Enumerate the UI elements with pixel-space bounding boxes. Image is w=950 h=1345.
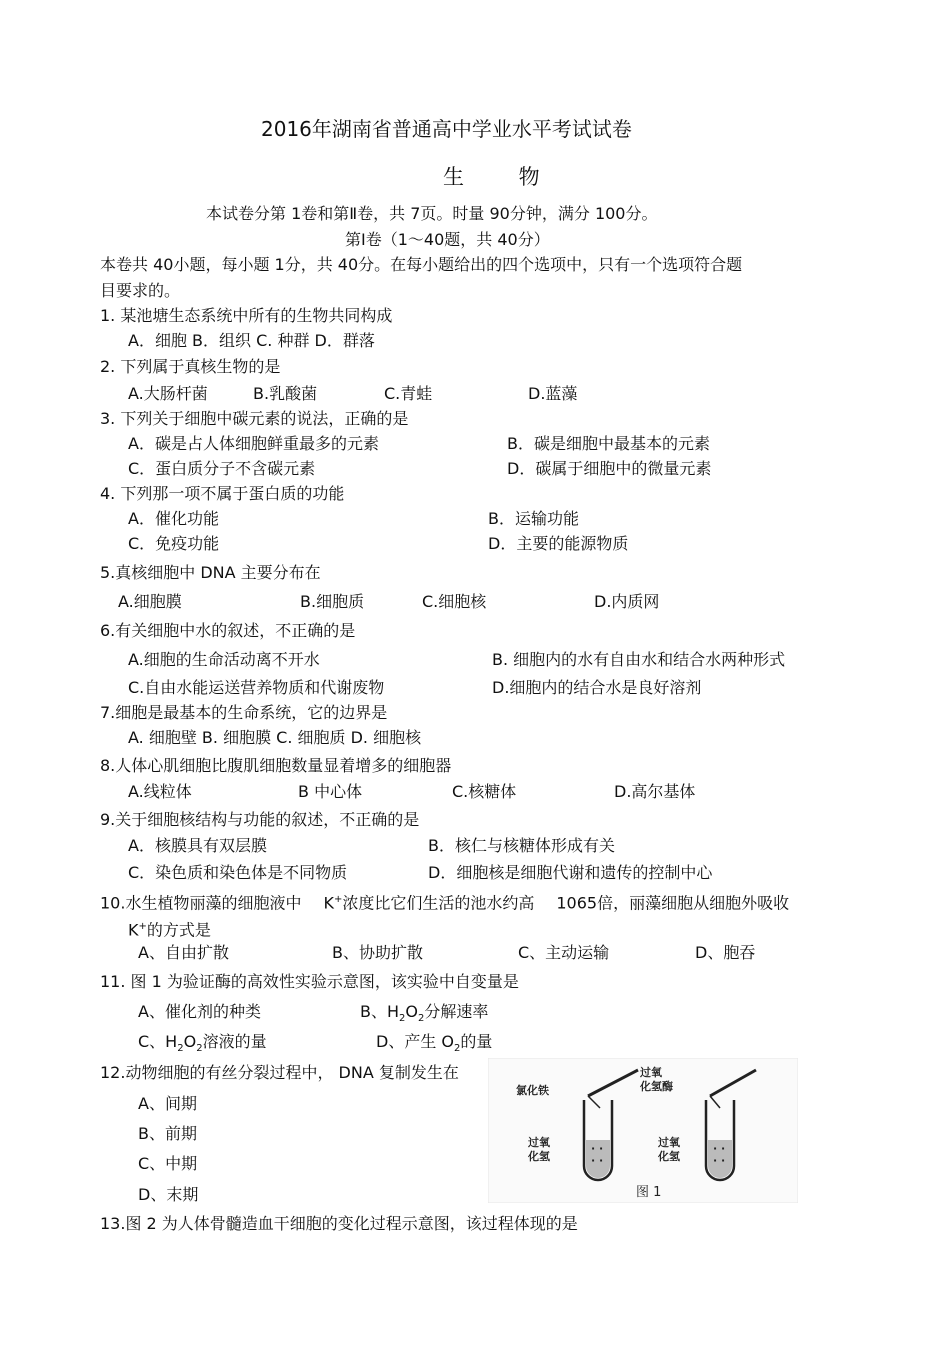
option-text: O: [405, 1002, 418, 1021]
subscript: 2: [417, 1013, 425, 1025]
option-c: C.核糖体: [452, 782, 517, 801]
potassium-symbol: K: [323, 893, 334, 913]
option-c: C.青蛙: [384, 384, 433, 403]
option-text: C、H: [138, 1032, 178, 1051]
subscript: 2: [177, 1043, 184, 1055]
option-c: [138, 1032, 267, 1059]
option-d: D．碳属于细胞中的微量元素: [507, 459, 712, 478]
question-stem: 7.细胞是最基本的生命系统，它的边界是: [100, 703, 388, 722]
stem-part: 的方式是: [146, 920, 211, 940]
option-d: D.蓝藻: [528, 384, 578, 403]
superscript-plus: +: [333, 894, 343, 905]
option-d: D.内质网: [594, 592, 660, 611]
question-options: A．细胞 B．组织 C. 种群 D．群落: [128, 331, 375, 350]
bubbles-right: · ·: [713, 1154, 726, 1167]
option-b: B．运输功能: [488, 509, 579, 528]
figure-1-test-tubes: [488, 1058, 798, 1203]
question-stem: 5.真核细胞中 DNA 主要分布在: [100, 563, 321, 582]
exam-title: 2016年湖南省普通高中学业水平考试试卷: [261, 117, 632, 141]
option-text: B、H: [360, 1002, 400, 1021]
option-b: B．碳是细胞中最基本的元素: [507, 434, 710, 453]
label-catalase-line1: 过氧: [640, 1066, 662, 1079]
option-c: C.细胞核: [422, 592, 487, 611]
option-a: A.大肠杆菌: [128, 384, 208, 403]
option-a: A、自由扩散: [138, 943, 229, 962]
subscript: 2: [399, 1013, 406, 1025]
question-stem: 8.人体心肌细胞比腹肌细胞数量显着增多的细胞器: [100, 756, 452, 775]
subscript: 2: [196, 1043, 203, 1055]
question-stem: 1. 某池塘生态系统中所有的生物共同构成: [100, 306, 393, 325]
bubbles-left: · ·: [591, 1142, 604, 1155]
option-a: A.线粒体: [128, 782, 192, 801]
label-h2o2-right-line2: 化氢: [658, 1150, 680, 1163]
option-a: A．碳是占人体细胞鲜重最多的元素: [128, 434, 379, 453]
option-a: A.细胞膜: [118, 592, 182, 611]
option-c: C．免疫功能: [128, 534, 220, 553]
option-b: B. 细胞内的水有自由水和结合水两种形式: [492, 650, 786, 669]
option-c: C．染色质和染色体是不同物质: [128, 863, 348, 882]
option-d: D、胞吞: [695, 943, 756, 962]
question-stem: 11. 图 1 为验证酶的高效性实验示意图，该实验中自变量是: [100, 972, 519, 991]
question-options: A. 细胞壁 B. 细胞膜 C. 细胞质 D. 细胞核: [128, 728, 422, 747]
potassium-symbol: K: [128, 920, 139, 940]
question-stem: [100, 890, 789, 913]
stem-part: 1065倍，丽藻细胞从细胞外吸收: [556, 893, 790, 913]
instructions-line-2: 目要求的。: [100, 281, 181, 300]
option-d: [376, 1032, 492, 1059]
option-c: C．蛋白质分子不含碳元素: [128, 459, 316, 478]
option-b: B.乳酸菌: [253, 384, 318, 403]
option-text: 溶液的量: [202, 1032, 267, 1051]
label-h2o2-right-line1: 过氧: [658, 1136, 680, 1149]
figure-caption: 图 1: [636, 1185, 662, 1200]
option-a: A．核膜具有双层膜: [128, 836, 267, 855]
label-ferric-chloride: 氯化铁: [516, 1084, 549, 1097]
option-b: B、协助扩散: [332, 943, 423, 962]
subscript: 2: [454, 1043, 461, 1055]
option-a: A、间期: [138, 1094, 197, 1113]
question-stem: 3. 下列关于细胞中碳元素的说法，正确的是: [100, 409, 409, 428]
question-stem: 4. 下列那一项不属于蛋白质的功能: [100, 484, 345, 503]
option-text: O: [183, 1032, 197, 1051]
option-c: C.自由水能运送营养物质和代谢废物: [128, 678, 385, 697]
option-c: C、中期: [138, 1154, 198, 1173]
option-text: 分解速率: [424, 1002, 489, 1021]
question-stem: 13.图 2 为人体骨髓造血干细胞的变化过程示意图，该过程体现的是: [100, 1214, 578, 1233]
option-d: D．主要的能源物质: [488, 534, 629, 553]
subject-title: 生 物: [443, 165, 564, 189]
superscript-plus: +: [138, 921, 147, 932]
option-b: B、前期: [138, 1124, 197, 1143]
option-d: D.细胞内的结合水是良好溶剂: [492, 678, 702, 697]
label-catalase-line2: 化氢酶: [640, 1080, 673, 1093]
part-heading: 第Ⅰ卷（1～40题，共 40分）: [345, 230, 550, 249]
stem-part: 10.水生植物丽藻的细胞液中: [100, 893, 302, 913]
option-a: A、催化剂的种类: [138, 1002, 261, 1021]
option-text: 的量: [460, 1032, 493, 1051]
stem-part: 浓度比它们生活的池水约高: [342, 893, 535, 913]
instructions-line-1: 本卷共 40小题，每小题 1分，共 40分。在每小题给出的四个选项中，只有一个选项符合题: [100, 255, 743, 274]
option-d: D、末期: [138, 1185, 199, 1204]
exam-info: 本试卷分第 1卷和第Ⅱ卷，共 7页。时量 90分钟，满分 100分。: [206, 204, 658, 223]
option-b: B．核仁与核糖体形成有关: [428, 836, 615, 855]
question-stem-continued: [128, 917, 211, 940]
figure-1-drawing: [488, 1058, 798, 1203]
option-text: D、产生 O: [376, 1032, 455, 1051]
option-b: B.细胞质: [300, 592, 365, 611]
label-h2o2-left-line2: 化氢: [528, 1150, 550, 1163]
label-h2o2-left-line1: 过氧: [528, 1136, 550, 1149]
option-d: D．细胞核是细胞代谢和遗传的控制中心: [428, 863, 713, 882]
option-c: C、主动运输: [518, 943, 610, 962]
option-b: [360, 1002, 488, 1029]
option-b: B 中心体: [298, 782, 363, 801]
question-stem: 2. 下列属于真核生物的是: [100, 357, 281, 376]
question-stem: 6.有关细胞中水的叙述，不正确的是: [100, 621, 356, 640]
option-a: A．催化功能: [128, 509, 219, 528]
question-stem: 12.动物细胞的有丝分裂过程中， DNA 复制发生在: [100, 1063, 459, 1082]
bubbles-left: · ·: [591, 1154, 604, 1167]
question-stem: 9.关于细胞核结构与功能的叙述，不正确的是: [100, 810, 420, 829]
bubbles-right: · ·: [713, 1142, 726, 1155]
option-d: D.高尔基体: [614, 782, 696, 801]
option-a: A.细胞的生命活动离不开水: [128, 650, 320, 669]
